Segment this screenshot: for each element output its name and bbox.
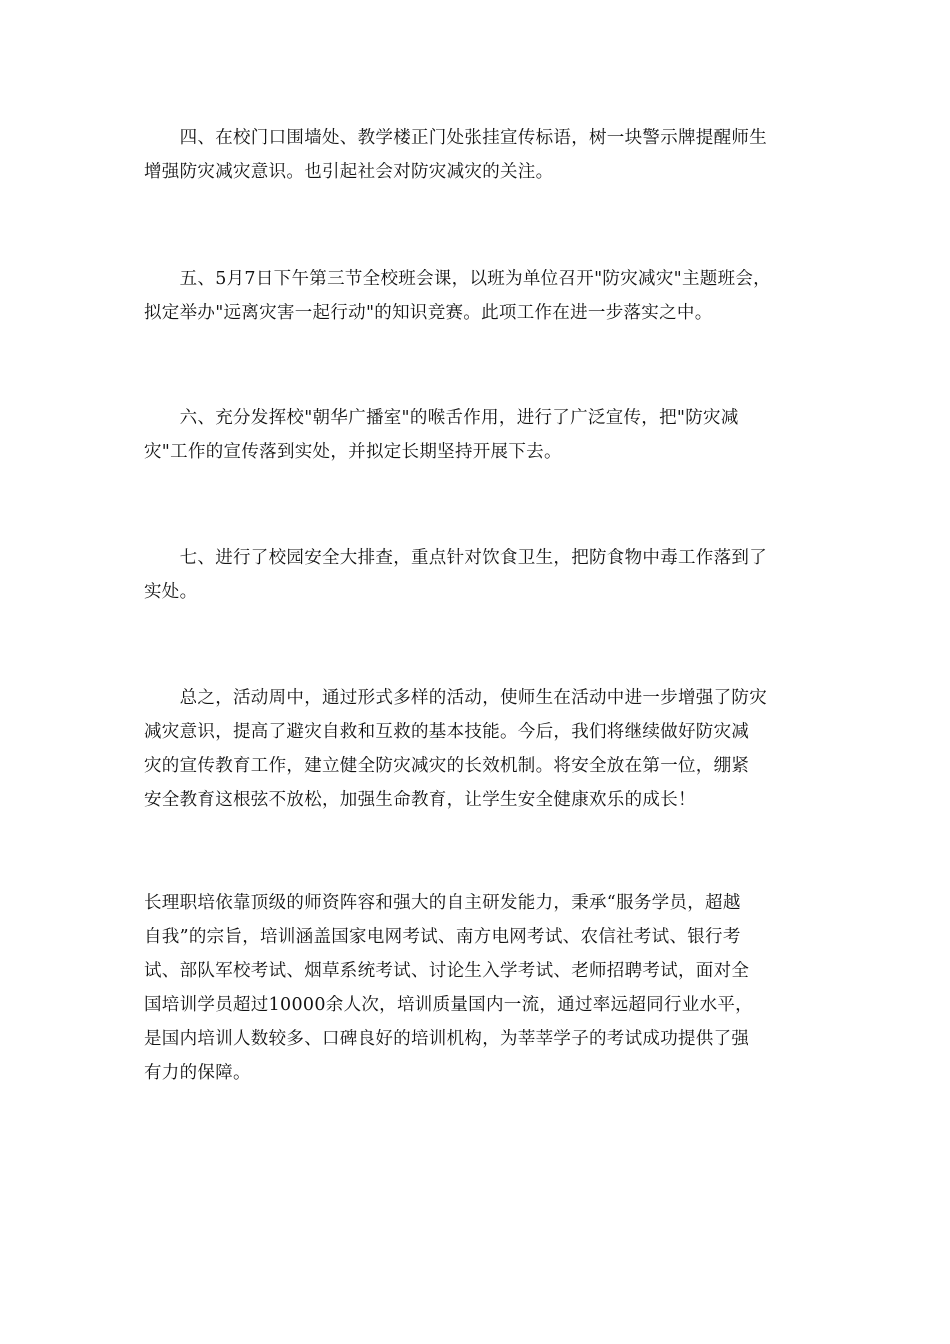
paragraph-item-four (144, 121, 814, 189)
paragraph-line: 实处。 (144, 582, 198, 602)
paragraph-line: 增强防灾减灾意识。也引起社会对防灾减灾的关注。 (144, 162, 554, 182)
paragraph-item-seven (144, 541, 814, 609)
paragraph-line: 自我”的宗旨，培训涵盖国家电网考试、南方电网考试、农信社考试、银行考 (144, 927, 741, 947)
paragraph-item-six (144, 401, 814, 469)
paragraph-line: 长理职培依靠顶级的师资阵容和强大的自主研发能力，秉承“服务学员，超越 (144, 893, 741, 913)
paragraph-line: 安全教育这根弦不放松，加强生命教育，让学生安全健康欢乐的成长！ (144, 790, 696, 810)
paragraph-promo (144, 886, 814, 1090)
paragraph-line: 总之，活动周中，通过形式多样的活动，使师生在活动中进一步增强了防灾 (144, 688, 767, 708)
paragraph-line: 国培训学员超过10000余人次，培训质量国内一流，通过率远超同行业水平， (144, 995, 753, 1015)
paragraph-line: 灾"工作的宣传落到实处，并拟定长期坚持开展下去。 (144, 442, 562, 462)
paragraph-line: 试、部队军校考试、烟草系统考试、讨论生入学考试、老师招聘考试，面对全 (144, 961, 750, 981)
paragraph-line: 六、充分发挥校"朝华广播室"的喉舌作用，进行了广泛宣传，把"防灾减 (144, 408, 739, 428)
paragraph-line: 是国内培训人数较多、口碑良好的培训机构，为莘莘学子的考试成功提供了强 (144, 1029, 750, 1049)
paragraph-line: 四、在校门口围墙处、教学楼正门处张挂宣传标语，树一块警示牌提醒师生 (144, 128, 767, 148)
paragraph-line: 五、5月7日下午第三节全校班会课，以班为单位召开"防灾减灾"主题班会， (144, 269, 771, 289)
paragraph-item-five (144, 262, 814, 330)
paragraph-line: 有力的保障。 (144, 1063, 251, 1083)
paragraph-line: 拟定举办"远离灾害一起行动"的知识竞赛。此项工作在进一步落实之中。 (144, 303, 713, 323)
paragraph-line: 减灾意识，提高了避灾自救和互救的基本技能。今后，我们将继续做好防灾减 (144, 722, 750, 742)
paragraph-line: 七、进行了校园安全大排查，重点针对饮食卫生，把防食物中毒工作落到了 (144, 548, 767, 568)
paragraph-summary (144, 681, 814, 817)
paragraph-line: 灾的宣传教育工作，建立健全防灾减灾的长效机制。将安全放在第一位，绷紧 (144, 756, 750, 776)
